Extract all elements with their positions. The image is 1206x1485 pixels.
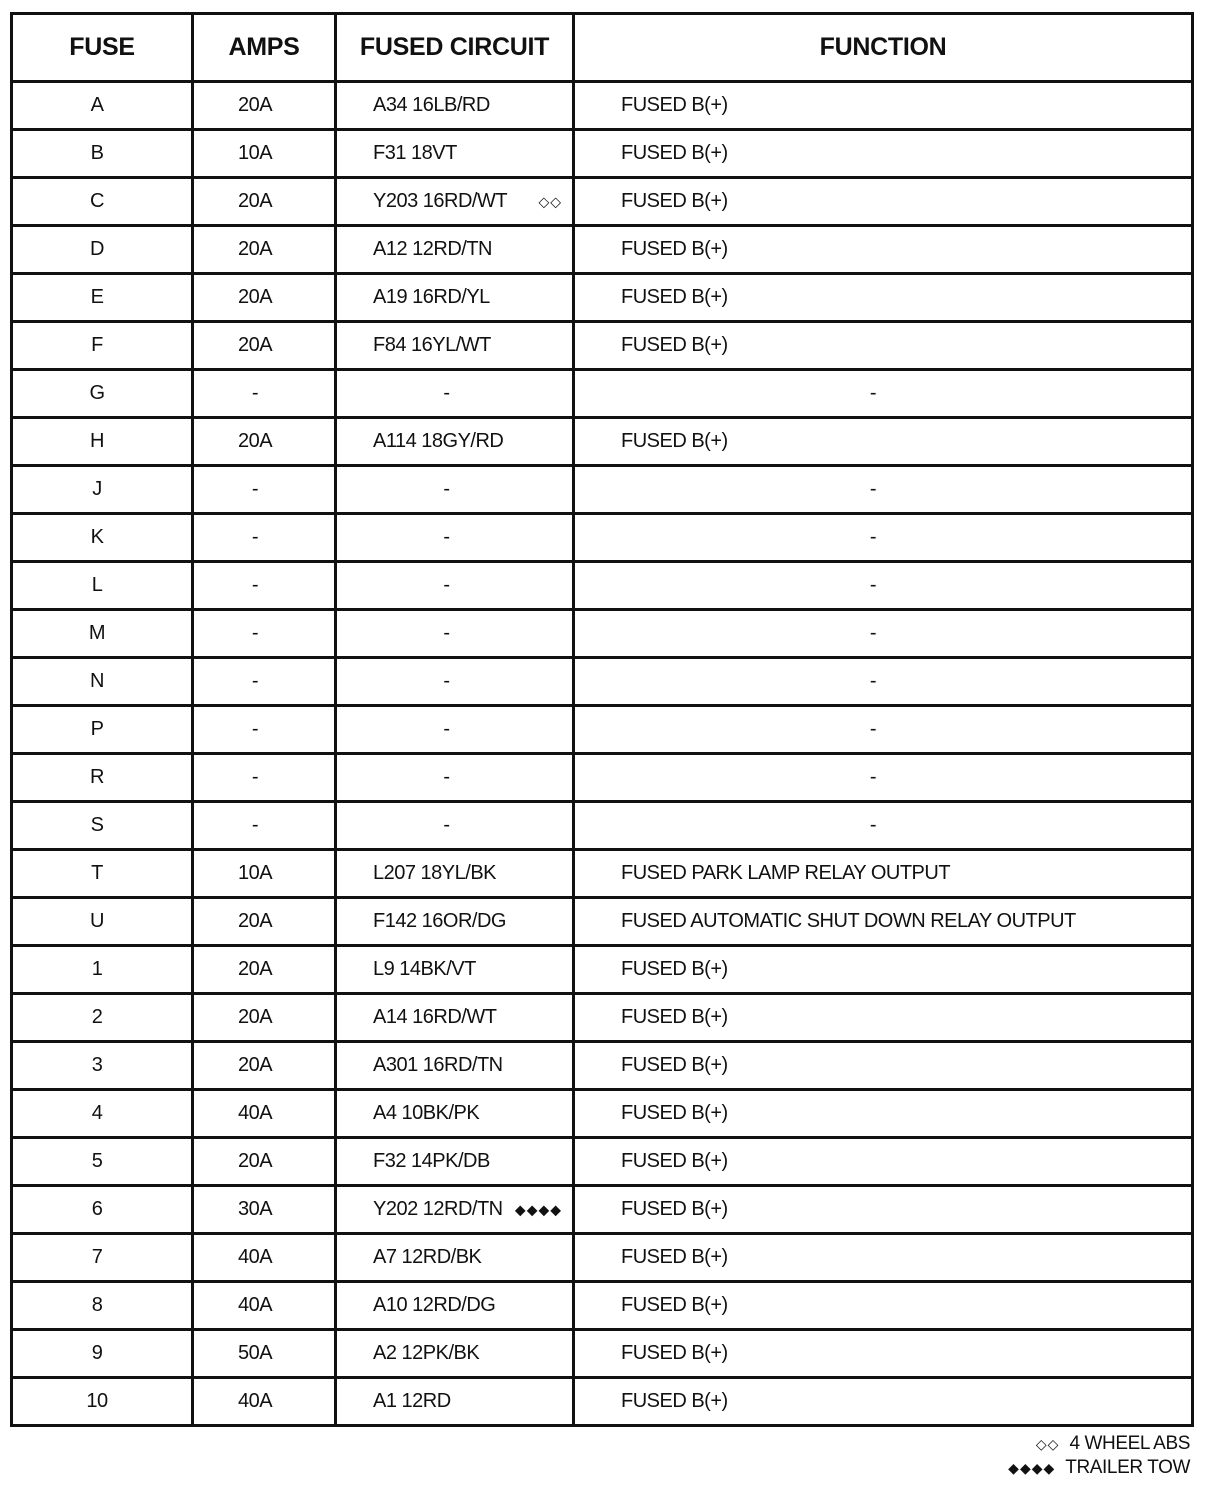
fuse-table: [10, 12, 1194, 1427]
fused-circuit-text: -: [443, 478, 450, 500]
fuse-cell: 6: [13, 1187, 194, 1232]
fuse-cell: 10: [13, 1379, 194, 1424]
table-row: [13, 659, 1191, 707]
fused-circuit-cell: [337, 83, 575, 128]
amps-cell: 40A: [194, 1235, 337, 1280]
fused-circuit-text: A19 16RD/YL: [373, 286, 490, 308]
fused-circuit-text: -: [443, 622, 450, 644]
fuse-cell: G: [13, 371, 194, 416]
amps-cell: -: [194, 611, 337, 656]
option-marker-icon: ◆◆◆◆: [514, 1201, 562, 1217]
amps-cell: 40A: [194, 1379, 337, 1424]
function-cell: -: [869, 382, 877, 404]
table-row: [13, 947, 1191, 995]
fused-circuit-text: F84 16YL/WT: [373, 334, 491, 356]
header-fused-circuit: FUSED CIRCUIT: [337, 15, 575, 80]
fuse-cell: F: [13, 323, 194, 368]
fuse-cell: U: [13, 899, 194, 944]
function-cell: FUSED B(+): [621, 94, 728, 116]
fused-circuit-text: -: [443, 718, 450, 740]
fused-circuit-cell: [337, 707, 575, 752]
legend-label: TRAILER TOW: [1065, 1457, 1190, 1478]
amps-cell: 20A: [194, 83, 337, 128]
fuse-cell: 5: [13, 1139, 194, 1184]
fused-circuit-cell: [337, 467, 575, 512]
table-row: [13, 131, 1191, 179]
fused-circuit-text: Y202 12RD/TN: [373, 1198, 503, 1220]
function-cell: -: [869, 478, 877, 500]
fuse-cell: 2: [13, 995, 194, 1040]
fuse-cell: J: [13, 467, 194, 512]
table-body: [13, 83, 1191, 1427]
fused-circuit-cell: [337, 419, 575, 464]
fuse-cell: P: [13, 707, 194, 752]
fuse-cell: 4: [13, 1091, 194, 1136]
fused-circuit-text: Y203 16RD/WT: [373, 190, 508, 212]
function-cell: FUSED B(+): [621, 1006, 728, 1028]
function-cell: FUSED B(+): [621, 1102, 728, 1124]
table-row: [13, 1283, 1191, 1331]
fused-circuit-cell: [337, 1139, 575, 1184]
amps-cell: -: [194, 803, 337, 848]
header-fuse: FUSE: [13, 15, 194, 80]
function-cell: FUSED B(+): [621, 958, 728, 980]
fused-circuit-cell: [337, 1043, 575, 1088]
fused-circuit-text: -: [443, 670, 450, 692]
table-row: [13, 275, 1191, 323]
function-cell: FUSED B(+): [621, 286, 728, 308]
table-row: [13, 1331, 1191, 1379]
fused-circuit-text: F31 18VT: [373, 142, 457, 164]
amps-cell: 20A: [194, 1043, 337, 1088]
option-marker-icon: ◇◇: [538, 193, 562, 209]
fused-circuit-text: F142 16OR/DG: [373, 910, 506, 932]
fused-circuit-text: A34 16LB/RD: [373, 94, 490, 116]
amps-cell: -: [194, 707, 337, 752]
table-row: [13, 1139, 1191, 1187]
amps-cell: 20A: [194, 1139, 337, 1184]
function-cell: -: [869, 766, 877, 788]
fuse-cell: H: [13, 419, 194, 464]
fused-circuit-text: F32 14PK/DB: [373, 1150, 490, 1172]
amps-cell: 20A: [194, 947, 337, 992]
fused-circuit-cell: [337, 851, 575, 896]
fused-circuit-text: A10 12RD/DG: [373, 1294, 496, 1316]
fused-circuit-text: A114 18GY/RD: [373, 430, 504, 452]
function-cell: FUSED B(+): [621, 1150, 728, 1172]
fused-circuit-cell: [337, 1091, 575, 1136]
fused-circuit-cell: [337, 323, 575, 368]
function-cell: FUSED B(+): [621, 142, 728, 164]
function-cell: FUSED B(+): [621, 1246, 728, 1268]
function-cell: -: [869, 814, 877, 836]
table-row: [13, 1187, 1191, 1235]
amps-cell: 10A: [194, 131, 337, 176]
amps-cell: -: [194, 467, 337, 512]
fuse-cell: D: [13, 227, 194, 272]
table-row: [13, 83, 1191, 131]
function-cell: FUSED AUTOMATIC SHUT DOWN RELAY OUTPUT: [621, 910, 1076, 932]
fuse-cell: 9: [13, 1331, 194, 1376]
function-cell: FUSED B(+): [621, 430, 728, 452]
fuse-cell: M: [13, 611, 194, 656]
function-cell: FUSED B(+): [621, 1198, 728, 1220]
amps-cell: 20A: [194, 275, 337, 320]
amps-cell: 40A: [194, 1091, 337, 1136]
fuse-cell: B: [13, 131, 194, 176]
function-cell: -: [869, 526, 877, 548]
table-row: [13, 851, 1191, 899]
table-row: [13, 227, 1191, 275]
fused-circuit-text: A12 12RD/TN: [373, 238, 492, 260]
fuse-cell: N: [13, 659, 194, 704]
fused-circuit-cell: [337, 1187, 575, 1232]
legend: [1008, 1432, 1190, 1480]
fused-circuit-cell: [337, 755, 575, 800]
amps-cell: -: [194, 755, 337, 800]
fuse-cell: 1: [13, 947, 194, 992]
table-row: [13, 995, 1191, 1043]
function-cell: FUSED B(+): [621, 238, 728, 260]
fused-circuit-text: -: [443, 526, 450, 548]
table-row: [13, 467, 1191, 515]
amps-cell: -: [194, 659, 337, 704]
amps-cell: 20A: [194, 179, 337, 224]
fused-circuit-cell: [337, 275, 575, 320]
fused-circuit-text: -: [443, 814, 450, 836]
fuse-cell: E: [13, 275, 194, 320]
function-cell: FUSED B(+): [621, 1054, 728, 1076]
fused-circuit-text: A301 16RD/TN: [373, 1054, 503, 1076]
fuse-cell: C: [13, 179, 194, 224]
fused-circuit-cell: [337, 803, 575, 848]
fuse-cell: 7: [13, 1235, 194, 1280]
table-row: [13, 179, 1191, 227]
fuse-cell: R: [13, 755, 194, 800]
fused-circuit-cell: [337, 515, 575, 560]
function-cell: FUSED B(+): [621, 334, 728, 356]
fused-circuit-cell: [337, 1235, 575, 1280]
fused-circuit-text: A1 12RD: [373, 1390, 451, 1412]
amps-cell: 20A: [194, 419, 337, 464]
amps-cell: 20A: [194, 995, 337, 1040]
amps-cell: 50A: [194, 1331, 337, 1376]
amps-cell: -: [194, 515, 337, 560]
fused-circuit-text: -: [443, 766, 450, 788]
header-amps: AMPS: [194, 15, 337, 80]
fuse-cell: A: [13, 83, 194, 128]
amps-cell: 20A: [194, 899, 337, 944]
table-row: [13, 803, 1191, 851]
function-cell: FUSED B(+): [621, 1342, 728, 1364]
amps-cell: 30A: [194, 1187, 337, 1232]
header-function: FUNCTION: [819, 33, 947, 61]
table-row: [13, 1043, 1191, 1091]
table-row: [13, 515, 1191, 563]
amps-cell: 20A: [194, 323, 337, 368]
table-row: [13, 1235, 1191, 1283]
table-row: [13, 323, 1191, 371]
function-cell: -: [869, 622, 877, 644]
fuse-cell: T: [13, 851, 194, 896]
fuse-cell: S: [13, 803, 194, 848]
fused-circuit-cell: [337, 899, 575, 944]
fuse-cell: 8: [13, 1283, 194, 1328]
amps-cell: 20A: [194, 227, 337, 272]
table-header-row: [13, 15, 1191, 83]
fused-circuit-cell: [337, 227, 575, 272]
fused-circuit-cell: [337, 995, 575, 1040]
function-cell: FUSED B(+): [621, 1294, 728, 1316]
fuse-cell: K: [13, 515, 194, 560]
function-cell: -: [869, 574, 877, 596]
legend-item: [1008, 1432, 1190, 1456]
fused-circuit-text: L207 18YL/BK: [373, 862, 496, 884]
fused-circuit-text: -: [443, 382, 450, 404]
legend-item: [1008, 1456, 1190, 1480]
table-row: [13, 1091, 1191, 1139]
amps-cell: 40A: [194, 1283, 337, 1328]
fused-circuit-cell: [337, 131, 575, 176]
fused-circuit-text: A7 12RD/BK: [373, 1246, 482, 1268]
fused-circuit-cell: [337, 371, 575, 416]
fused-circuit-cell: [337, 659, 575, 704]
fused-circuit-text: A14 16RD/WT: [373, 1006, 497, 1028]
legend-symbol-icon: ◆◆◆◆: [1008, 1460, 1056, 1476]
table-row: [13, 371, 1191, 419]
fused-circuit-cell: [337, 611, 575, 656]
function-cell: FUSED B(+): [621, 190, 728, 212]
fused-circuit-cell: [337, 947, 575, 992]
function-cell: -: [869, 718, 877, 740]
amps-cell: -: [194, 563, 337, 608]
legend-symbol-icon: ◇◇: [1035, 1436, 1060, 1452]
fused-circuit-text: A4 10BK/PK: [373, 1102, 480, 1124]
table-row: [13, 611, 1191, 659]
table-row: [13, 563, 1191, 611]
table-row: [13, 419, 1191, 467]
function-cell: -: [869, 670, 877, 692]
fused-circuit-text: -: [443, 574, 450, 596]
amps-cell: -: [194, 371, 337, 416]
legend-label: 4 WHEEL ABS: [1069, 1433, 1190, 1454]
fused-circuit-cell: [337, 1283, 575, 1328]
fused-circuit-cell: [337, 179, 575, 224]
function-cell: FUSED PARK LAMP RELAY OUTPUT: [621, 862, 951, 884]
table-row: [13, 899, 1191, 947]
table-row: [13, 755, 1191, 803]
table-row: [13, 1379, 1191, 1427]
amps-cell: 10A: [194, 851, 337, 896]
fused-circuit-cell: [337, 563, 575, 608]
function-cell: FUSED B(+): [621, 1390, 728, 1412]
table-row: [13, 707, 1191, 755]
fused-circuit-cell: [337, 1379, 575, 1424]
fused-circuit-cell: [337, 1331, 575, 1376]
fused-circuit-text: A2 12PK/BK: [373, 1342, 480, 1364]
fuse-cell: 3: [13, 1043, 194, 1088]
fused-circuit-text: L9 14BK/VT: [373, 958, 476, 980]
fuse-cell: L: [13, 563, 194, 608]
